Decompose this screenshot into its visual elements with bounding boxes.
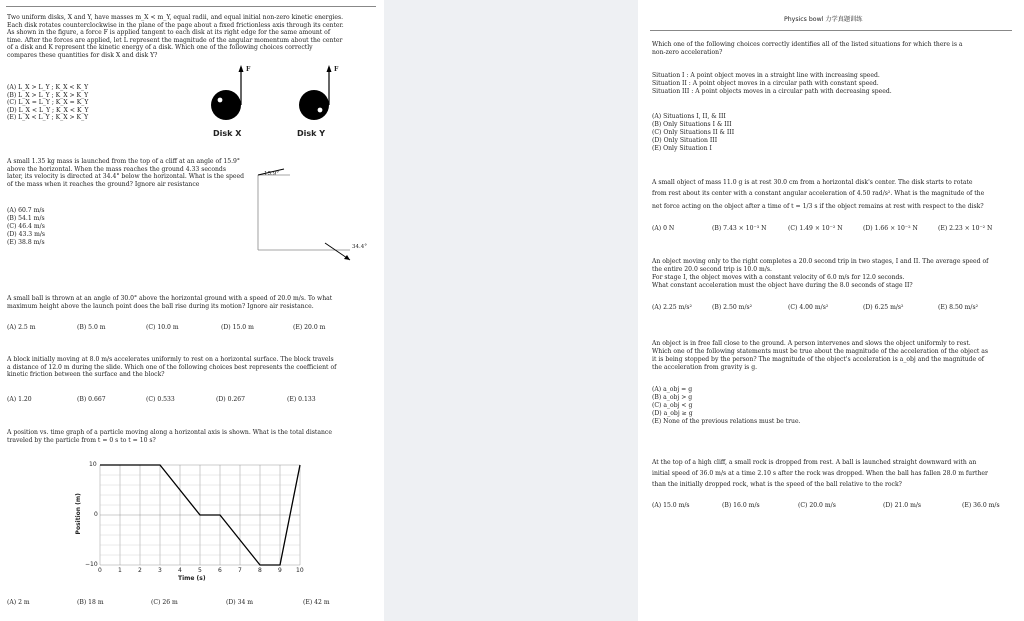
- answer-choice[interactable]: (D) 0.267: [216, 396, 246, 403]
- question-text-line: of the mass when it reaches the ground? Ignore air resistance: [7, 180, 200, 188]
- answer-choice[interactable]: (B) 7.43 × 10⁻³ N: [712, 225, 767, 232]
- answer-choice[interactable]: (D) 34 m: [226, 599, 254, 606]
- question-text-line: What constant acceleration must the object have during the 8.0 seconds of stage II?: [652, 282, 913, 289]
- answer-choice[interactable]: (A) 1.20: [7, 396, 32, 403]
- question-text-line: Which one of the following choices correctly identifies all of the listed situations for which there is a: [652, 41, 963, 48]
- question-text-line: A small 1.35 kg mass is launched from the top of a cliff at an angle of 15.9°: [7, 158, 240, 165]
- question-text-line: An object is in free fall close to the ground. A person intervenes and slows the object uniformly to rest.: [652, 340, 971, 347]
- question-text-line: Each disk rotates counterclockwise in the plane of the page about a fixed frictionless axis through its center.: [7, 21, 344, 29]
- question-text-line: net force acting on the object after a time of t = 1/3 s if the object remains at rest with respect to the disk?: [652, 203, 984, 210]
- answer-choice[interactable]: (A) 60.7 m/s: [7, 207, 45, 214]
- question-text-line: A position vs. time graph of a particle moving along a horizontal axis is shown. What is the total distance: [7, 429, 332, 436]
- answer-choice[interactable]: (E) 2.23 × 10⁻² N: [938, 225, 993, 232]
- question-text-line: the entire 20.0 second trip is 10.0 m/s.: [652, 266, 772, 273]
- answer-choice[interactable]: (D) a_obj ≥ g: [652, 410, 693, 417]
- answer-choice[interactable]: (E) 38.8 m/s: [7, 239, 45, 246]
- answer-choice[interactable]: (E) Only Situation I: [652, 145, 712, 152]
- answer-choice[interactable]: (C) 10.0 m: [146, 324, 179, 331]
- answer-choice[interactable]: (C) 26 m: [151, 599, 178, 606]
- answer-choice[interactable]: (B) a_obj > g: [652, 394, 693, 401]
- answer-choice[interactable]: (A) 2.5 m: [7, 324, 36, 331]
- disk-x-shape: [211, 90, 241, 120]
- force-arrow-x: [239, 65, 244, 72]
- answer-choice[interactable]: (B) 16.0 m/s: [722, 502, 760, 509]
- answer-choice[interactable]: (B) 2.50 m/s²: [712, 304, 753, 311]
- answer-choice[interactable]: (C) 1.49 × 10⁻² N: [788, 225, 843, 232]
- answer-choice[interactable]: (E) 8.50 m/s²: [938, 304, 979, 311]
- x-tick-label: 10: [296, 567, 304, 574]
- answer-choice[interactable]: (D) Only Situation III: [652, 137, 718, 144]
- answer-choice[interactable]: (D) 43.3 m/s: [7, 231, 46, 238]
- answer-choice[interactable]: (A) 0 N: [652, 225, 675, 232]
- answer-choice[interactable]: (C) a_obj < g: [652, 402, 693, 409]
- answer-choice[interactable]: (C) 46.4 m/s: [7, 223, 45, 230]
- x-axis-label: Time (s): [178, 575, 206, 582]
- answer-choice[interactable]: (D) 1.66 × 10⁻² N: [863, 225, 918, 232]
- x-tick-label: 4: [178, 567, 182, 574]
- question-text-line: above the horizontal. When the mass reaches the ground 4.33 seconds: [7, 165, 226, 173]
- x-tick-label: 6: [218, 567, 222, 574]
- question-text-line: non-zero acceleration?: [652, 48, 723, 56]
- x-tick-label: 0: [98, 567, 102, 574]
- question-text-line: A small ball is thrown at an angle of 30.0° above the horizontal ground with a speed of 20.0 m/s. To what: [7, 295, 333, 302]
- answer-choice[interactable]: (A) 15.0 m/s: [652, 502, 690, 509]
- answer-choice[interactable]: (E) 20.0 m: [293, 324, 326, 331]
- question-text-line: kinetic friction between the surface and the block?: [7, 371, 165, 378]
- disk-figure: [200, 60, 350, 140]
- answer-choice[interactable]: (E) 0.133: [287, 396, 316, 403]
- header-rule: [650, 30, 1012, 31]
- answer-choice[interactable]: (C) 0.533: [146, 396, 175, 403]
- y-tick-label: −10: [85, 561, 98, 568]
- answer-choice[interactable]: (B) 18 m: [77, 599, 104, 606]
- force-label-x: F: [246, 66, 251, 73]
- disk-x-label: Disk X: [213, 129, 242, 138]
- answer-choice[interactable]: (B) 5.0 m: [77, 324, 106, 331]
- left-page: [0, 0, 384, 621]
- answer-choice[interactable]: (A) 2.25 m/s²: [652, 304, 692, 311]
- right-page: [638, 0, 1024, 621]
- answer-choice[interactable]: (A) 2 m: [7, 599, 30, 606]
- answer-choice[interactable]: (A) Situations I, II, & III: [652, 113, 726, 120]
- answer-choice[interactable]: (D) 15.0 m: [221, 324, 254, 331]
- question-text-line: of a disk and K represent the kinetic energy of a disk. Which one of the following choices correctly: [7, 44, 313, 51]
- question-text-line: For stage I, the object moves with a constant velocity of 6.0 m/s for 12.0 seconds.: [652, 274, 905, 281]
- answer-choice[interactable]: (B) L_X > L_Y ; K_X > K_Y: [7, 91, 89, 99]
- y-tick-label: 0: [94, 511, 98, 518]
- answer-choice[interactable]: (D) 6.25 m/s²: [863, 304, 904, 311]
- question-text-line: An object moving only to the right completes a 20.0 second trip in two stages, I and II. The average speed of: [652, 258, 989, 265]
- question-text-line: than the initially dropped rock, what is the speed of the ball relative to the rock?: [652, 481, 902, 488]
- question-text-line: At the top of a high cliff, a small rock is dropped from rest. A ball is launched straight downward with an: [652, 459, 977, 466]
- x-tick-label: 7: [238, 567, 242, 574]
- question-text-line: Which one of the following statements must be true about the magnitude of the acceleration of the object as: [652, 348, 989, 355]
- y-tick-label: 10: [89, 461, 97, 468]
- answer-choice[interactable]: (A) L_X > L_Y ; K_X < K_Y: [7, 84, 89, 91]
- question-text-line: time. After the forces are applied, let L represent the magnitude of the angular momentum about the center: [7, 36, 343, 44]
- x-tick-label: 8: [258, 567, 262, 574]
- x-tick-label: 5: [198, 567, 202, 574]
- answer-choice[interactable]: (C) 20.0 m/s: [798, 502, 836, 509]
- page-header: Physics bowl 力学真题训练: [784, 16, 863, 23]
- situation-line: Situation III : A point objects moves in a circular path with decreasing speed.: [652, 88, 892, 95]
- disk-y-shape: [299, 90, 329, 120]
- question-text-line: A small object of mass 11.0 g is at rest 30.0 cm from a horizontal disk's center. The disk starts to rotate: [652, 179, 973, 186]
- force-arrow-y: [327, 65, 332, 72]
- answer-choice[interactable]: (B) Only Situations I & III: [652, 121, 732, 128]
- question-text-line: from rest about its center with a constant angular acceleration of 4.50 rad/s². What is the magnitude of the: [652, 190, 985, 197]
- answer-choice[interactable]: (B) 0.667: [77, 396, 106, 403]
- question-text-line: A block initially moving at 8.0 m/s accelerates uniformly to rest on a horizontal surface. The block travels: [7, 356, 334, 363]
- answer-choice[interactable]: (C) L_X = L_Y ; K_X = K_Y: [7, 99, 89, 106]
- question-text-line: the acceleration from gravity is g.: [652, 364, 758, 371]
- x-tick-label: 2: [138, 567, 142, 574]
- impact-angle-label: 34.4°: [352, 244, 367, 250]
- question-text-line: compares these quantities for disk X and disk Y?: [7, 51, 158, 59]
- x-tick-label: 3: [158, 567, 162, 574]
- cliff-figure: [250, 165, 360, 265]
- question-text-line: As shown in the figure, a force F is applied tangent to each disk at its right edge for the same amount of: [7, 29, 331, 36]
- answer-choice[interactable]: (E) 36.0 m/s: [962, 502, 1000, 509]
- situation-line: Situation I : A point object moves in a straight line with increasing speed.: [652, 72, 880, 79]
- question-text-line: initial speed of 36.0 m/s at a time 2.10 s after the rock was dropped. When the ball has fallen 28.0 m further: [652, 470, 988, 477]
- answer-choice[interactable]: (C) Only Situations II & III: [652, 129, 735, 136]
- question-text-line: maximum height above the launch point does the ball rise during its motion? Ignore air resistance.: [7, 303, 314, 310]
- answer-choice[interactable]: (A) a_obj = g: [652, 386, 693, 393]
- answer-choice[interactable]: (D) 21.0 m/s: [883, 502, 922, 509]
- answer-choice[interactable]: (D) L_X < L_Y ; K_X < K_Y: [7, 106, 89, 114]
- answer-choice[interactable]: (E) L_X < L_Y ; K_X > K_Y: [7, 114, 89, 121]
- launch-angle-label: 15.9°: [264, 171, 279, 177]
- question-text-line: traveled by the particle from t = 0 s to t = 10 s?: [7, 436, 156, 444]
- answer-choice[interactable]: (E) 42 m: [303, 599, 330, 606]
- question-text-line: later, its velocity is directed at 34.4° below the horizontal. What is the speed: [7, 173, 244, 180]
- answer-choice[interactable]: (E) None of the previous relations must be true.: [652, 418, 801, 425]
- force-label-y: F: [334, 66, 339, 73]
- question-text-line: a distance of 12.0 m during the slide. Which one of the following choices best represents the coefficient of: [7, 363, 337, 371]
- situation-line: Situation II : A point object moves in a circular path with constant speed.: [652, 80, 879, 87]
- y-axis-label: Position (m): [74, 493, 82, 535]
- question-text-line: Two uniform disks, X and Y, have masses m_X < m_Y, equal radii, and equal initial non-zero kinetic energies.: [7, 14, 344, 21]
- x-tick-label: 1: [118, 567, 122, 574]
- top-rule: [6, 6, 376, 7]
- answer-choice[interactable]: (B) 54.1 m/s: [7, 215, 45, 222]
- question-text-line: it is being stopped by the person? The magnitude of the object's acceleration is a_obj and the magnitude of: [652, 356, 985, 363]
- disk-y-label: Disk Y: [297, 129, 326, 138]
- answer-choice[interactable]: (C) 4.00 m/s²: [788, 304, 829, 311]
- x-tick-label: 9: [278, 567, 282, 574]
